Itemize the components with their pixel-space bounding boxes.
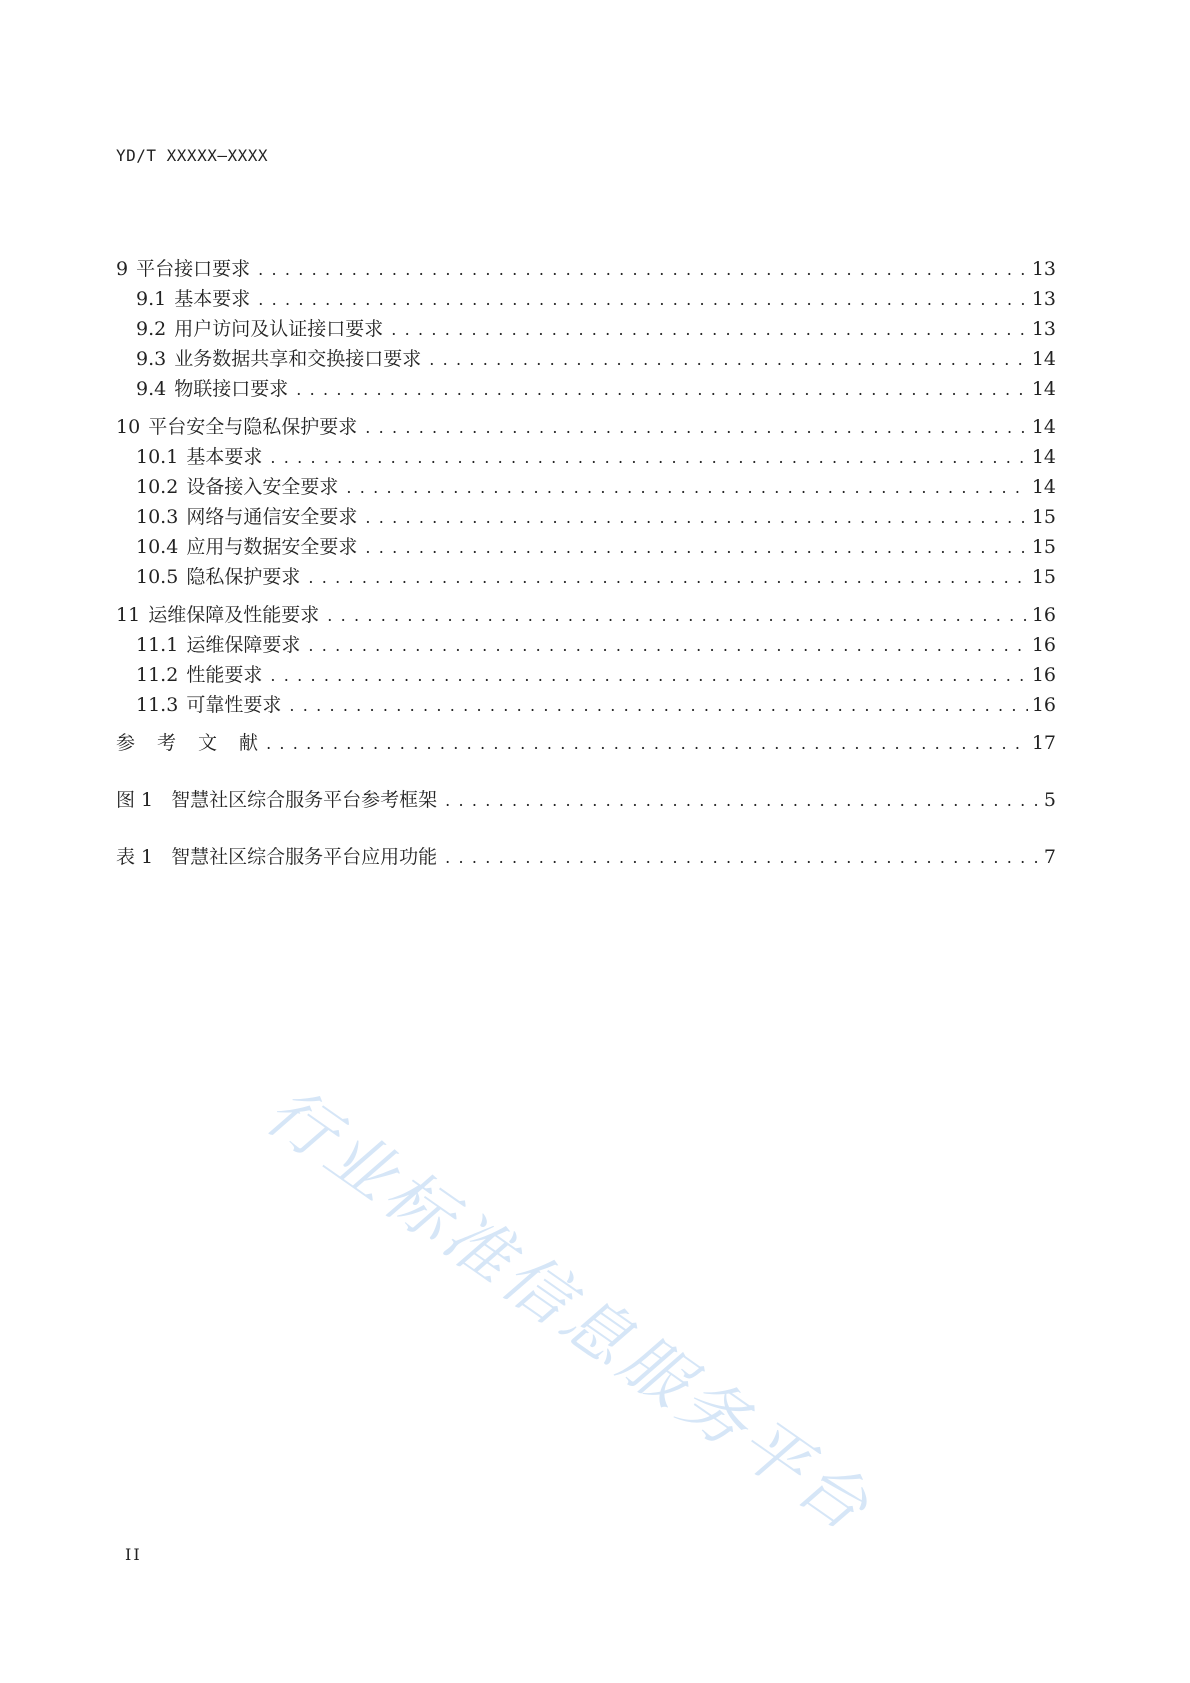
- references-char: 文: [198, 732, 218, 754]
- dot-leader: [365, 532, 1027, 562]
- toc-entry-10-5[interactable]: [116, 562, 1056, 592]
- toc-page: 14: [1028, 442, 1056, 472]
- dot-leader: [445, 842, 1040, 872]
- toc-page: 13: [1028, 254, 1056, 284]
- figure-number: 图 1: [116, 789, 154, 811]
- toc-entry-11-3[interactable]: [116, 690, 1056, 720]
- figure-list-entry[interactable]: [116, 785, 1056, 815]
- toc-entry-9-4[interactable]: [116, 374, 1056, 404]
- toc-number: 10.3: [136, 506, 179, 528]
- watermark: 行业标准信息服务平台: [252, 1072, 887, 1549]
- dot-leader: [445, 785, 1040, 815]
- toc-title: 设备接入安全要求: [186, 476, 339, 498]
- references-char: 献: [239, 732, 259, 754]
- page-number: II: [125, 1545, 142, 1564]
- toc-number: 9.1: [136, 288, 167, 310]
- toc-title: 业务数据共享和交换接口要求: [174, 348, 422, 370]
- toc-page: 13: [1028, 284, 1056, 314]
- toc-page: 13: [1028, 314, 1056, 344]
- dot-leader: [327, 600, 1028, 630]
- toc-title: 运维保障及性能要求: [148, 604, 320, 626]
- toc-page: 16: [1028, 660, 1056, 690]
- toc-number: 11: [116, 604, 141, 626]
- dot-leader: [429, 344, 1028, 374]
- toc-entry-11-2[interactable]: [116, 660, 1056, 690]
- toc-entry-9[interactable]: [116, 254, 1056, 284]
- dot-leader: [391, 314, 1028, 344]
- toc-title: 平台接口要求: [136, 258, 251, 280]
- toc-page: 14: [1028, 412, 1056, 442]
- toc-title: 用户访问及认证接口要求: [174, 318, 384, 340]
- table-page: 7: [1040, 842, 1056, 872]
- table-list-entry[interactable]: [116, 842, 1056, 872]
- toc-number: 10: [116, 416, 141, 438]
- toc-page: 16: [1028, 600, 1056, 630]
- dot-leader: [266, 728, 1028, 758]
- toc-entry-references[interactable]: [116, 728, 1056, 758]
- toc-title: 运维保障要求: [186, 634, 301, 656]
- toc-title: 可靠性要求: [186, 694, 282, 716]
- dot-leader: [270, 660, 1027, 690]
- table-number: 表 1: [116, 846, 154, 868]
- toc-entry-9-3[interactable]: [116, 344, 1056, 374]
- toc-number: 10.4: [136, 536, 179, 558]
- toc-number: 11.3: [136, 694, 179, 716]
- toc-number: 11.2: [136, 664, 179, 686]
- toc-title: 网络与通信安全要求: [186, 506, 358, 528]
- toc-number: 9: [116, 258, 129, 280]
- toc-page: 17: [1028, 728, 1056, 758]
- toc-title: 性能要求: [186, 664, 263, 686]
- dot-leader: [289, 690, 1027, 720]
- toc-title: 基本要求: [174, 288, 251, 310]
- toc-page: 15: [1028, 532, 1056, 562]
- toc-number: 9.2: [136, 318, 167, 340]
- dot-leader: [365, 412, 1028, 442]
- document-number: YD/T XXXXX—XXXX: [116, 146, 268, 165]
- toc-number: 11.1: [136, 634, 179, 656]
- dot-leader: [308, 630, 1027, 660]
- toc-page: 14: [1028, 344, 1056, 374]
- toc-entry-9-2[interactable]: [116, 314, 1056, 344]
- toc-number: 10.5: [136, 566, 179, 588]
- toc-number: 10.2: [136, 476, 179, 498]
- toc-entry-10-2[interactable]: [116, 472, 1056, 502]
- toc-title: 基本要求: [186, 446, 263, 468]
- dot-leader: [365, 502, 1027, 532]
- toc-entry-10[interactable]: [116, 412, 1056, 442]
- toc-number: 9.3: [136, 348, 167, 370]
- toc-entry-10-4[interactable]: [116, 532, 1056, 562]
- dot-leader: [308, 562, 1027, 592]
- toc-number: 9.4: [136, 378, 167, 400]
- dot-leader: [346, 472, 1027, 502]
- toc-entry-10-3[interactable]: [116, 502, 1056, 532]
- toc-page: 14: [1028, 374, 1056, 404]
- toc-entry-11-1[interactable]: [116, 630, 1056, 660]
- toc-title: 隐私保护要求: [186, 566, 301, 588]
- toc-entry-10-1[interactable]: [116, 442, 1056, 472]
- toc-entry-9-1[interactable]: [116, 284, 1056, 314]
- references-char: 考: [157, 732, 177, 754]
- dot-leader: [296, 374, 1028, 404]
- figure-page: 5: [1040, 785, 1056, 815]
- toc-page: 15: [1028, 502, 1056, 532]
- toc-title: 物联接口要求: [174, 378, 289, 400]
- toc-page: 15: [1028, 562, 1056, 592]
- toc-entry-11[interactable]: [116, 600, 1056, 630]
- dot-leader: [270, 442, 1027, 472]
- table-of-contents: [116, 254, 1056, 872]
- table-title: 智慧社区综合服务平台应用功能: [171, 846, 438, 868]
- references-char: 参: [116, 732, 136, 754]
- toc-title: 应用与数据安全要求: [186, 536, 358, 558]
- toc-page: 16: [1028, 630, 1056, 660]
- toc-title: 平台安全与隐私保护要求: [148, 416, 358, 438]
- dot-leader: [258, 284, 1028, 314]
- dot-leader: [258, 254, 1028, 284]
- figure-title: 智慧社区综合服务平台参考框架: [171, 789, 438, 811]
- toc-page: 16: [1028, 690, 1056, 720]
- toc-page: 14: [1028, 472, 1056, 502]
- toc-number: 10.1: [136, 446, 179, 468]
